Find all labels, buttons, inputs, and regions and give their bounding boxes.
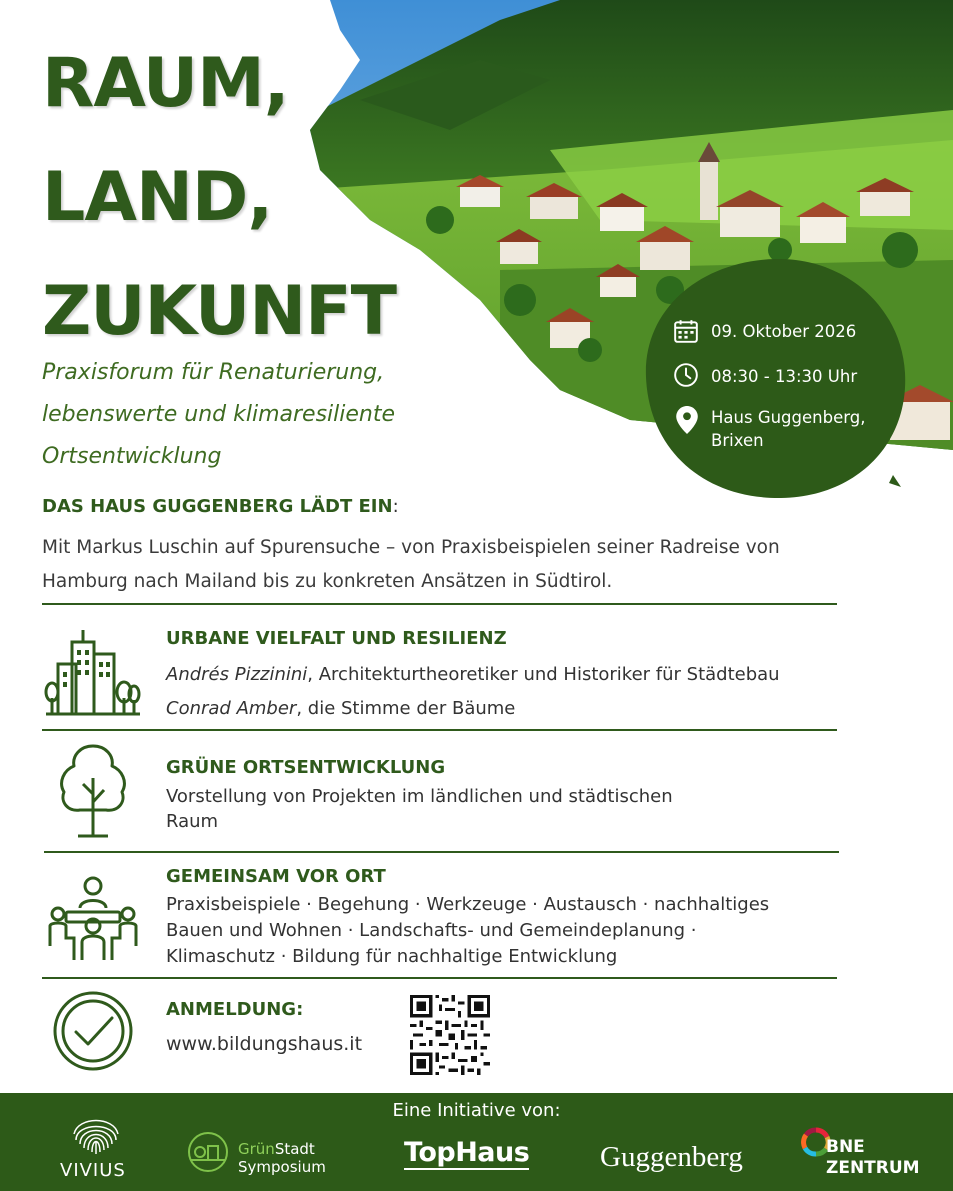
title-line-2: LAND, (42, 158, 273, 237)
invite-heading (42, 496, 399, 517)
logo-guggenberg: Guggenberg (600, 1141, 743, 1173)
section-together-text-3: Klimaschutz · Bildung für nachhaltige Entwicklung (166, 946, 618, 967)
city-icon (44, 628, 142, 718)
section-together-text-2: Bauen und Wohnen · Landschafts- und Gemeindeplanung · (166, 920, 697, 941)
divider (42, 729, 837, 731)
gruenstadt-logo-icon (186, 1130, 232, 1174)
speaker-2-name: Conrad Amber (166, 698, 297, 719)
speaker-1 (166, 661, 780, 688)
qr-code[interactable] (410, 995, 490, 1075)
logo-vivius-text: VIVIUS (60, 1160, 126, 1181)
event-location-line-2: Brixen (711, 431, 764, 450)
speaker-1-name: Andrés Pizzinini (166, 664, 308, 685)
section-urban-title: URBANE VIELFALT UND RESILIENZ (166, 628, 507, 649)
registration-url[interactable]: www.bildungshaus.it (166, 1033, 363, 1055)
logo-gruenstadt-gruen: Grün (238, 1140, 275, 1158)
invite-heading-text: DAS HAUS GUGGENBERG LÄDT EIN (42, 496, 393, 517)
speaker-1-role: , Architekturtheoretiker und Historiker für Städtebau (307, 664, 780, 685)
title-line-1: RAUM, (42, 44, 289, 123)
subtitle: Praxisforum für Renaturierung, lebenswerte und klimaresiliente Ortsentwicklung (42, 360, 396, 469)
people-meeting-icon (46, 876, 140, 964)
title-line-3: ZUKUNFT (42, 272, 396, 351)
logo-tophaus: TopHaus (404, 1137, 530, 1168)
section-together-title: GEMEINSAM VOR ORT (166, 866, 386, 887)
invite-text: Mit Markus Luschin auf Spurensuche – von Praxisbeispielen seiner Radreise von Hamburg nach Mailand bis zu konkreten Ansätzen in Südtirol. (42, 537, 780, 592)
section-green-title: GRÜNE ORTSENTWICKLUNG (166, 757, 446, 778)
event-time: 08:30 - 13:30 Uhr (711, 367, 858, 386)
logo-gruenstadt-line-1 (238, 1140, 315, 1158)
divider (44, 851, 839, 853)
footer-title: Eine Initiative von: (392, 1100, 561, 1121)
checkmark-circle-icon (52, 990, 134, 1072)
clock-icon (673, 362, 699, 388)
speaker-2 (166, 695, 515, 722)
section-green-text-1: Vorstellung von Projekten im ländlichen und städtischen (166, 786, 673, 807)
speaker-2-role: , die Stimme der Bäume (296, 698, 516, 719)
section-green-text-2: Raum (166, 811, 219, 832)
calendar-icon (673, 318, 699, 344)
logo-bne-text: BNE (826, 1137, 865, 1157)
section-together-text-1: Praxisbeispiele · Begehung · Werkzeuge · Austausch · nachhaltiges (166, 894, 770, 915)
invite-heading-colon: : (392, 496, 399, 517)
vivius-fingerprint-logo (70, 1110, 122, 1158)
divider (42, 603, 837, 605)
event-date: 09. Oktober 2026 (711, 322, 857, 341)
logo-gruenstadt-line-2: Symposium (238, 1158, 326, 1176)
logo-gruenstadt-stadt: Stadt (274, 1140, 315, 1158)
event-location-line-1: Haus Guggenberg, (711, 408, 866, 427)
tree-icon (56, 742, 130, 838)
divider (42, 977, 837, 979)
registration-title: ANMELDUNG: (166, 999, 304, 1020)
logo-zentrum-text: ZENTRUM (826, 1158, 920, 1178)
location-pin-icon (676, 406, 698, 434)
